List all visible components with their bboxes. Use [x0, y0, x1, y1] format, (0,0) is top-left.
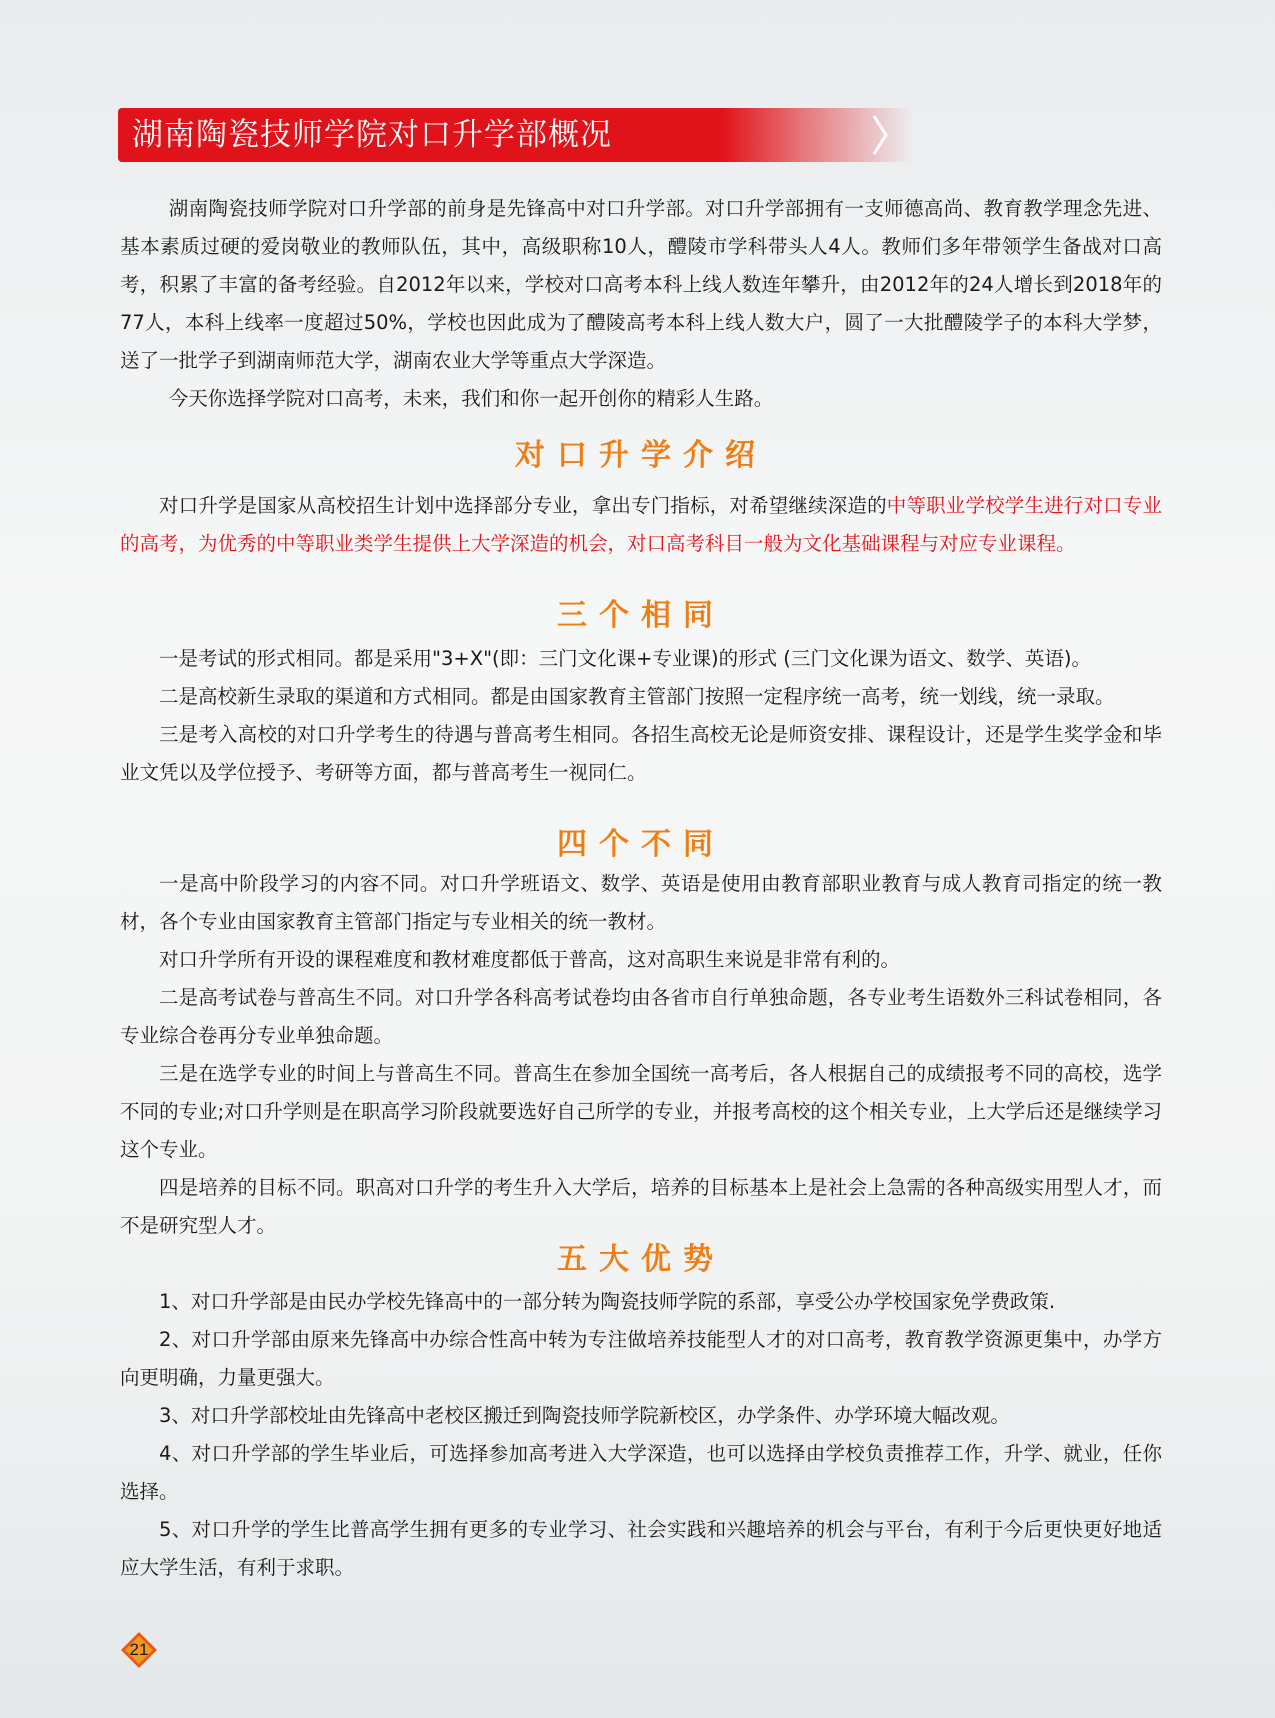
section-heading-advantages: 五大优势: [557, 1242, 725, 1277]
section-heading-diff: 四个不同: [557, 827, 725, 862]
diff-item-1: 一是高中阶段学习的内容不同。对口升学班语文、数学、英语是使用由教育部职业教育与成人教育司指定的统一教材，各个专业由国家教育主管部门指定与专业相关的统一教材。: [120, 872, 1162, 933]
same-item-2: 二是高校新生录取的渠道和方式相同。都是由国家教育主管部门按照一定程序统一高考，统一划线，统一录取。: [159, 685, 1115, 708]
diff-item-3: 二是高考试卷与普高生不同。对口升学各科高考试卷均由各省市自行单独命题，各专业考生语数外三科试卷相同，各专业综合卷再分专业单独命题。: [120, 986, 1162, 1047]
intro-highlight-text: 中等职业学校学生进行对口专业的高考，为优秀的中等职业类学生提供上大学深造的机会，对口高考科目一般为文化基础课程与对应专业课程。: [120, 494, 1162, 555]
title-banner: [118, 108, 913, 162]
section-intro-block: [120, 487, 1162, 563]
diff-item-2: 对口升学所有开设的课程难度和教材难度都低于普高，这对高职生来说是非常有利的。: [159, 948, 901, 971]
section-heading-same: 三个相同: [557, 598, 725, 633]
chevron-right-icon: [870, 114, 890, 156]
section-diff-block: [120, 865, 1162, 1245]
intro-paragraph-2: 今天你选择学院对口高考，未来，我们和你一起开创你的精彩人生路。: [168, 387, 774, 410]
advantage-item-4: 4、对口升学部的学生毕业后，可选择参加高考进入大学深造，也可以选择由学校负责推荐工作，升学、就业，任你选择。: [120, 1442, 1162, 1503]
intro-paragraph-1: 湖南陶瓷技师学院对口升学部的前身是先锋高中对口升学部。对口升学部拥有一支师德高尚、教育教学理念先进、基本素质过硬的爱岗敬业的教师队伍，其中，高级职称10人，醴陵市学科带头人4人。教师们多年带领学生备战对口高考，积累了丰富的备考经验。自2012年以来，学校对口高考本科上线人数连年攀升，由2012年的24人增长到2018年的77人，本科上线率一度超过50%，学校也因此成为了醴陵高考本科上线人数大户，圆了一大批醴陵学子的本科大学梦，送了一批学子到湖南师范大学，湖南农业大学等重点大学深造。: [120, 197, 1162, 372]
same-item-3: 三是考入高校的对口升学考生的待遇与普高考生相同。各招生高校无论是师资安排、课程设计，还是学生奖学金和毕业文凭以及学位授予、考研等方面，都与普高考生一视同仁。: [120, 723, 1162, 784]
page-number: 21: [129, 1640, 149, 1659]
page-number-badge: [121, 1632, 157, 1668]
section-intro-paragraph: [120, 487, 1162, 563]
section-heading-intro: 对口升学介绍: [515, 438, 767, 473]
diff-item-4: 三是在选学专业的时间上与普高生不同。普高生在参加全国统一高考后，各人根据自己的成绩报考不同的高校，选学不同的专业;对口升学则是在职高学习阶段就要选好自己所学的专业，并报考高校的这个相关专业，上大学后还是继续学习这个专业。: [120, 1062, 1162, 1161]
advantage-item-1: 1、对口升学部是由民办学校先锋高中的一部分转为陶瓷技师学院的系部，享受公办学校国家免学费政策.: [159, 1290, 1056, 1313]
page-title: 湖南陶瓷技师学院对口升学部概况: [132, 117, 612, 153]
section-same-block: [120, 640, 1162, 792]
diff-item-5: 四是培养的目标不同。职高对口升学的考生升入大学后，培养的目标基本上是社会上急需的各种高级实用型人才，而不是研究型人才。: [120, 1176, 1162, 1237]
advantage-item-2: 2、对口升学部由原来先锋高中办综合性高中转为专注做培养技能型人才的对口高考，教育教学资源更集中，办学方向更明确，力量更强大。: [120, 1328, 1162, 1389]
intro-block: [120, 190, 1162, 418]
same-item-1: 一是考试的形式相同。都是采用"3+X"(即：三门文化课+专业课)的形式 (三门文化课为语文、数学、英语)。: [159, 647, 1092, 670]
section-advantages-block: [120, 1283, 1162, 1587]
intro-plain-text: 对口升学是国家从高校招生计划中选择部分专业，拿出专门指标，对希望继续深造的: [159, 494, 887, 517]
advantage-item-5: 5、对口升学的学生比普高学生拥有更多的专业学习、社会实践和兴趣培养的机会与平台，有利于今后更快更好地适应大学生活，有利于求职。: [120, 1518, 1162, 1579]
advantage-item-3: 3、对口升学部校址由先锋高中老校区搬迁到陶瓷技师学院新校区，办学条件、办学环境大幅改观。: [159, 1404, 1010, 1427]
